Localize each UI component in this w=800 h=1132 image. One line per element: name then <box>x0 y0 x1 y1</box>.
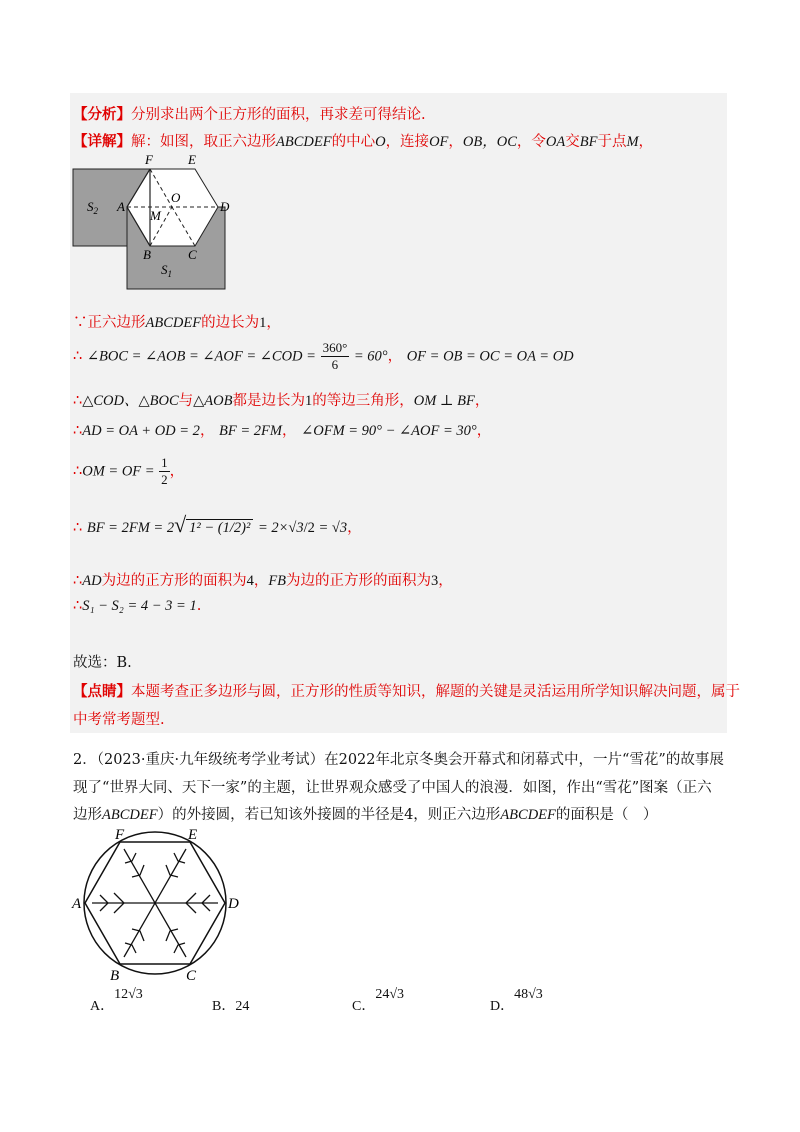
label-e: E <box>188 152 196 167</box>
line-difference: ∴S₁ − S₂ = 4 − 3 = 1. <box>73 598 202 614</box>
label-f: F <box>145 152 153 167</box>
label-b2: B <box>110 968 120 984</box>
label-a: A <box>117 199 125 214</box>
label-d2: D <box>228 896 239 912</box>
label-c: C <box>188 247 197 262</box>
comment-line-1: 【点睛】本题考查正多边形与圆，正方形的性质等知识，解题的关键是灵活运用所学知识解决问题，属于 <box>73 683 740 700</box>
fraction-half: $\frac{1}{2}$ <box>161 455 168 487</box>
line-areas: ∴AD为边的正方形的面积为4，FB为边的正方形的面积为3， <box>73 573 453 589</box>
option-c[interactable]: C．24√3 <box>352 987 405 1014</box>
figure-squares-hexagon <box>70 150 235 290</box>
label-o: O <box>171 190 181 205</box>
question-line-1: 2．（2023·重庆·九年级统考学业考试）在2022年北京冬奥会开幕式和闭幕式中，一片“雪花”的故事展 <box>73 752 724 768</box>
label-s2: $S_2$ <box>87 199 98 216</box>
line-ad: ∴AD = OA + OD = 2， BF = 2FM， ∠OFM = 90° − ∠AOF = 30°， <box>73 423 492 439</box>
detail-line: 【详解】解：如图，取正六边形ABCDEF的中心O，连接OF，OB，OC，令OA交BF于点M， <box>73 133 654 150</box>
label-b: B <box>143 247 151 262</box>
analysis-line: 【分析】分别求出两个正方形的面积，再求差可得结论. <box>73 106 426 123</box>
label-s1: $S_1$ <box>161 262 172 279</box>
option-b[interactable]: B．24 <box>212 999 250 1014</box>
line-side-length: ∵正六边形ABCDEF的边长为1， <box>73 315 281 331</box>
label-a2: A <box>72 896 82 912</box>
comment-line-2: 中考常考题型. <box>73 712 165 728</box>
radical-sign: √ <box>174 512 187 537</box>
line-angles: ∴ ∠BOC = ∠AOB = ∠AOF = ∠COD = $\frac{360^\circ}{6}$ = 60°， OF = OB = OC = OA = OD <box>73 340 574 372</box>
question-line-2: 现了“世界大同、天下一家”的主题，让世界观众感受了中国人的浪漫．如图，作出“雪花”图案（正六 <box>73 780 712 796</box>
option-d[interactable]: D．48√3 <box>490 987 543 1014</box>
figure-snowflake <box>70 825 250 985</box>
label-m: M <box>150 208 161 223</box>
line-bf: ∴ BF = 2FM = 2√ 1² − (1/2)² = 2×√3/2 = √3， <box>73 512 362 537</box>
label-c2: C <box>186 968 197 984</box>
label-e2: E <box>188 827 198 843</box>
label-f2: F <box>115 827 125 843</box>
snowflake <box>92 849 218 957</box>
label-d: D <box>220 199 230 214</box>
line-om: ∴OM = OF = $\frac{1}{2}$ ， <box>73 455 185 487</box>
option-a[interactable]: A．12√3 <box>90 987 143 1014</box>
fraction-360-6: $\frac{360^\circ}{6}$ <box>322 340 348 372</box>
line-equilateral: ∴△COD、△BOC与△AOB都是边长为1的等边三角形，OM ⊥ BF， <box>73 393 490 409</box>
question-line-3: 边形ABCDEF）的外接圆，若已知该外接圆的半径是4，则正六边形ABCDEF的面积是（ ） <box>73 807 658 823</box>
answer-line: 故选：B. <box>73 655 132 671</box>
